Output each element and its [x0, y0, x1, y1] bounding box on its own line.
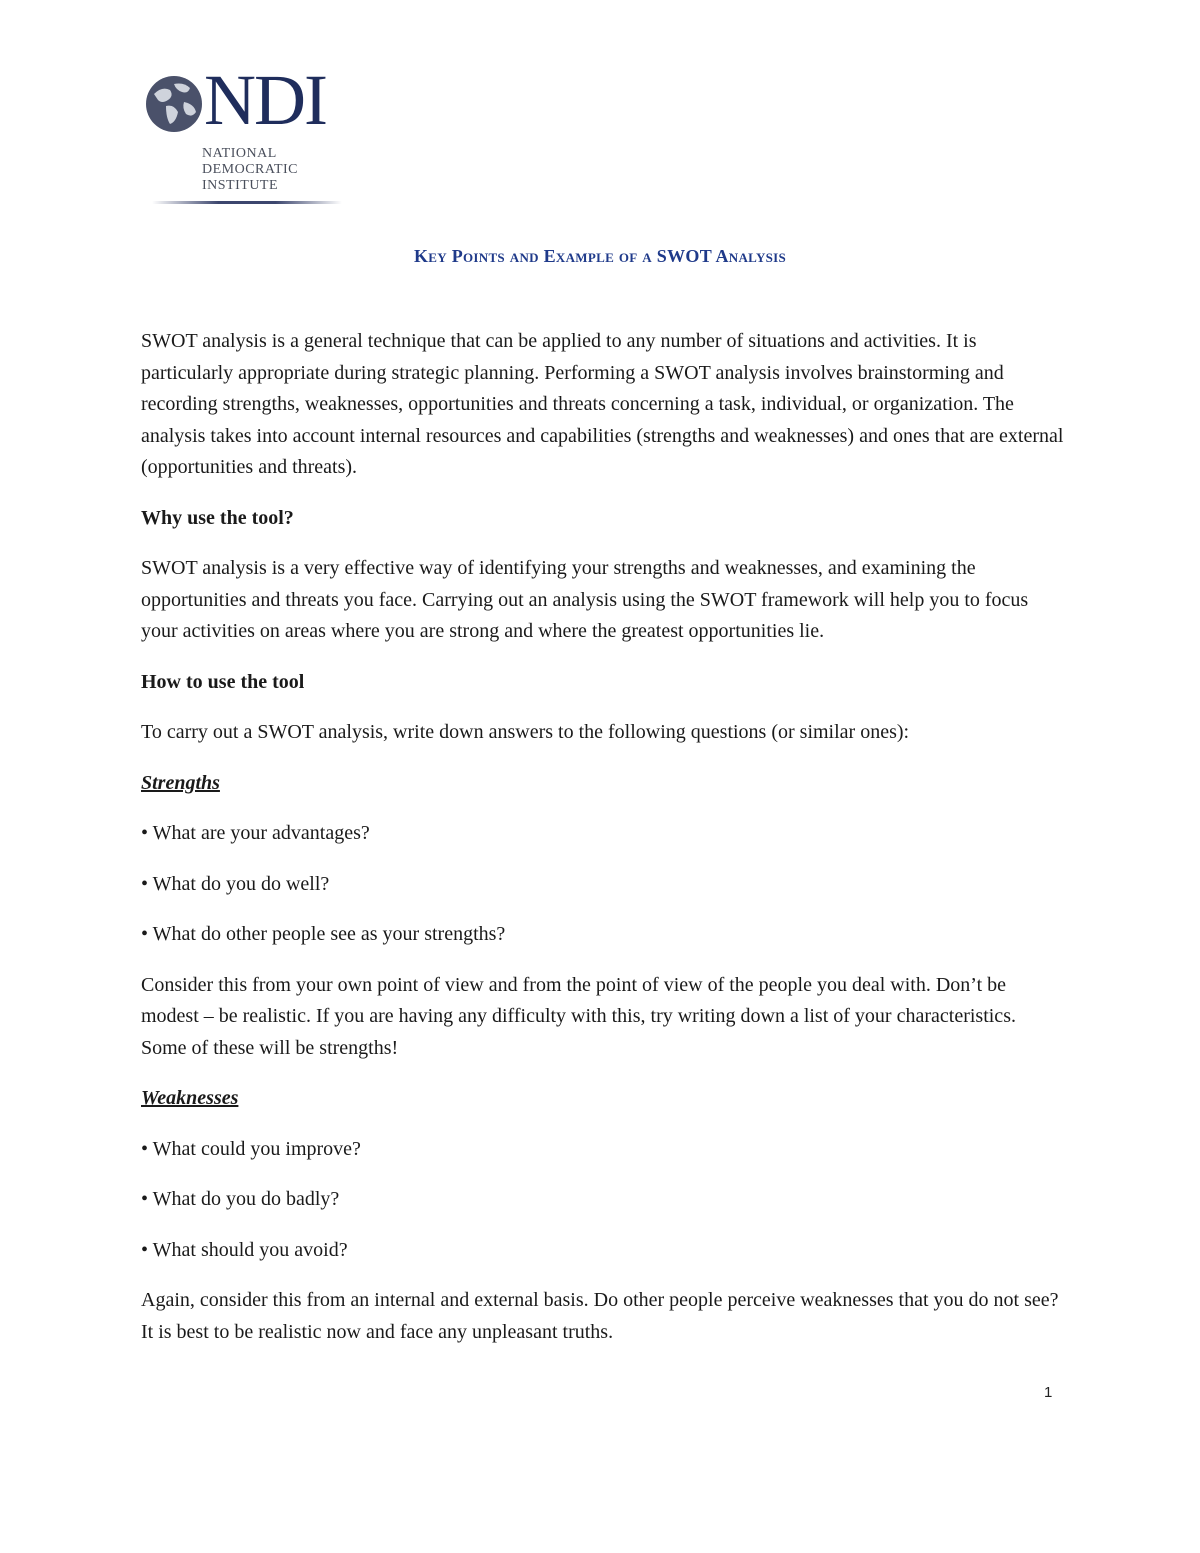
list-item: • What do you do badly? — [141, 1188, 340, 1210]
logo-subtitle-line: DEMOCRATIC — [202, 162, 299, 177]
ndi-logo — [144, 60, 344, 213]
logo-subtitle — [202, 146, 352, 194]
section-heading-why: Why use the tool? — [141, 506, 294, 529]
list-item: • What do other people see as your strengths? — [141, 923, 506, 945]
list-item: • What are your advantages? — [141, 822, 370, 844]
logo-wordmark: NDI — [204, 60, 326, 140]
weaknesses-note: Again, consider this from an internal and external basis. Do other people perceive weaknesses that you do not see? It is best to be realistic now and face any unpleasant truths. — [141, 1289, 1059, 1343]
list-item: • What do you do well? — [141, 872, 330, 895]
list-item: • What could you improve? — [141, 1137, 361, 1160]
section-heading-how: How to use the tool — [141, 670, 305, 693]
page-number: 1 — [1044, 1384, 1053, 1401]
subheading-strengths: Strengths — [141, 771, 220, 794]
how-paragraph: To carry out a SWOT analysis, write down answers to the following questions (or similar ones): — [141, 721, 910, 743]
intro-paragraph: SWOT analysis is a general technique that can be applied to any number of situations and activities. It is particularly appropriate during strategic planning. Performing a SWOT analysis involves brainstorming and recording strengths, weaknesses, opportunities and threats concerning a task, individual, or organization. The analysis takes into account internal resources and capabilities (strengths and weaknesses) and ones that are external (opportunities and threats). — [141, 330, 1064, 478]
globe-icon — [144, 74, 204, 134]
logo-subtitle-line: INSTITUTE — [202, 178, 279, 193]
document-body — [141, 326, 1066, 1367]
logo-subtitle-line: NATIONAL — [202, 146, 277, 161]
logo-underline — [152, 201, 342, 204]
document-title: Key Points and Example of a SWOT Analysis — [413, 246, 787, 266]
list-item: • What should you avoid? — [141, 1238, 348, 1261]
subheading-weaknesses: Weaknesses — [141, 1087, 239, 1109]
why-paragraph: SWOT analysis is a very effective way of identifying your strengths and weaknesses, and examining the opportunities and threats you face. Carrying out an analysis using the SWOT framework will help you to focus your activities on areas where you are strong and where the greatest opportunities lie. — [141, 557, 1029, 642]
strengths-note: Consider this from your own point of view and from the point of view of the people you deal with. Don’t be modest – be realistic. If you are having any difficulty with this, try writing down a list of your characteristics. Some of these will be strengths! — [141, 973, 1016, 1059]
